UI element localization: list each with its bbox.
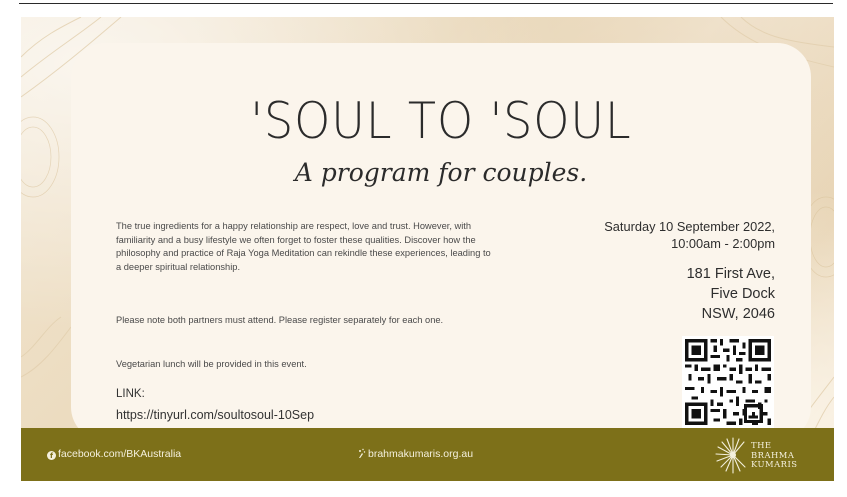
event-subtitle: A program for couples. bbox=[294, 158, 588, 187]
event-time: 10:00am - 2:00pm bbox=[671, 236, 775, 251]
registration-link[interactable]: https://tinyurl.com/soultosoul-10Sep bbox=[116, 408, 315, 422]
event-title: 'SOUL TO 'SOUL bbox=[250, 92, 632, 150]
link-label: LINK: bbox=[116, 388, 145, 400]
qr-code bbox=[682, 336, 774, 428]
event-date: Saturday 10 September 2022, bbox=[604, 219, 775, 234]
partners-note: Please note both partners must attend. Please register separately for each one. bbox=[116, 315, 444, 325]
brand-line-1: THE bbox=[751, 440, 772, 450]
sunburst-icon bbox=[715, 435, 755, 475]
globe-sparkle-icon bbox=[357, 448, 367, 459]
facebook-label: facebook.com/BKAustralia bbox=[58, 448, 182, 460]
address-line-3: NSW, 2046 bbox=[701, 306, 775, 322]
address-line-2: Five Dock bbox=[710, 286, 775, 302]
facebook-link[interactable] bbox=[47, 448, 181, 460]
event-description: The true ingredients for a happy relationship are respect, love and trust. However, with familiarity and a busy lifestyle we often forget to foster these qualities. Discover how the philosophy and practice of Raja Yoga Meditation can rekindle these experiences, leading to a deeper spiritual relationship. bbox=[116, 221, 491, 272]
facebook-icon: f bbox=[47, 451, 56, 460]
top-divider bbox=[19, 3, 833, 4]
brand-name bbox=[751, 441, 798, 470]
website-label: brahmakumaris.org.au bbox=[368, 448, 474, 460]
address-line-1: 181 First Ave, bbox=[686, 266, 775, 282]
brand-line-3: KUMARIS bbox=[751, 459, 798, 469]
lunch-note: Vegetarian lunch will be provided in this event. bbox=[116, 359, 307, 369]
content-card bbox=[71, 43, 811, 441]
brand-line-2: BRAHMA bbox=[751, 449, 795, 460]
footer-bar bbox=[21, 428, 834, 481]
event-banner bbox=[21, 17, 834, 481]
website-link[interactable] bbox=[357, 448, 473, 460]
